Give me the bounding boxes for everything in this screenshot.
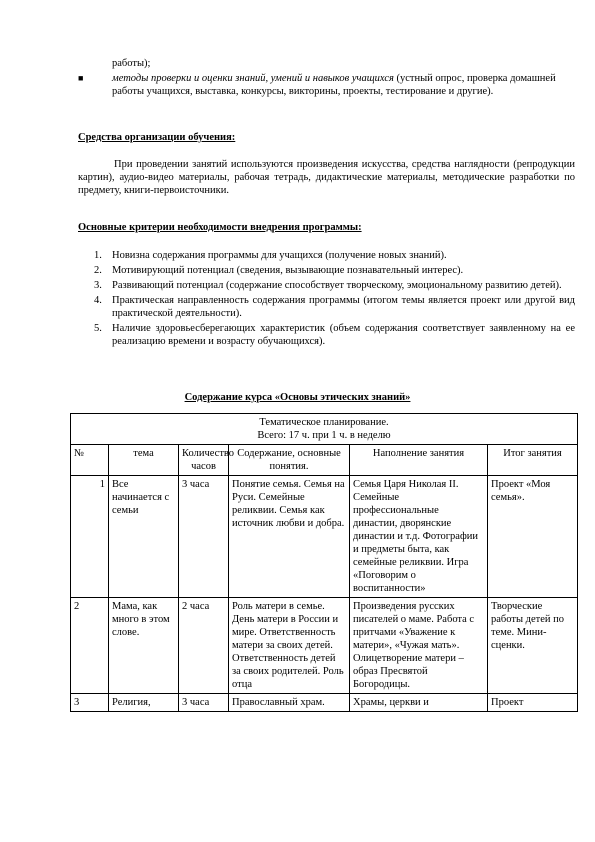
criteria-list	[78, 249, 575, 350]
criteria-number: 3.	[94, 280, 102, 291]
row-result: Творческие работы детей по теме. Мини-сценки.	[488, 598, 578, 694]
table-header-row	[71, 445, 578, 476]
plan-title: Тематическое планирование.	[259, 417, 389, 428]
criteria-text: Мотивирующий потенциал (сведения, вызывающие познавательный интерес).	[112, 265, 464, 276]
plan-subtitle: Всего: 17 ч. при 1 ч. в неделю	[257, 430, 391, 441]
table-title-cell	[71, 414, 578, 445]
header-content: Содержание, основные понятия.	[229, 445, 350, 476]
row-result: Проект	[488, 694, 578, 712]
section-heading-means: Средства организации обучения:	[78, 132, 236, 143]
criteria-number: 5.	[94, 323, 102, 334]
bullet-item	[78, 72, 568, 98]
criteria-number: 2.	[94, 265, 102, 276]
row-result: Проект «Моя семья».	[488, 476, 578, 598]
criteria-text: Наличие здоровьесберегающих характеристик (объем содержания соответствует заявленному на ее реализацию времени и возрасту обучающихся).	[112, 323, 575, 347]
row-topic: Мама, как много в этом слове.	[109, 598, 179, 694]
criteria-item	[78, 322, 575, 348]
row-topic: Все начинается с семьи	[109, 476, 179, 598]
bullet-icon: ■	[78, 73, 84, 83]
criteria-item	[78, 294, 575, 320]
row-filling: Семья Царя Николая II. Семейные профессиональные династии, дворянские династии и т.д. Фотографии и предметы быта, как семейные реликвии. Игра «Поговорим о воспитанности»	[350, 476, 488, 598]
means-paragraph	[78, 158, 575, 197]
course-title: Содержание курса «Основы этических знаний»	[184, 392, 411, 403]
row-hours: 3 часа	[179, 476, 229, 598]
criteria-number: 4.	[94, 295, 102, 306]
table-row	[71, 476, 578, 598]
bullet-text	[112, 72, 568, 98]
row-num: 1	[71, 476, 109, 598]
row-filling: Храмы, церкви и	[350, 694, 488, 712]
header-topic: тема	[109, 445, 179, 476]
criteria-item	[78, 264, 575, 277]
bullet-rest-text: (устный опрос, проверка домашней работы учащихся, выставка, конкурсы, викторины, проекты, тестирование и другие).	[112, 73, 556, 97]
row-content: Понятие семья. Семья на Руси. Семейные реликвии. Семья как источник любви и добра.	[229, 476, 350, 598]
criteria-text: Развивающий потенциал (содержание способствует творческому, эмоциональному развитию детей).	[112, 280, 562, 291]
criteria-item	[78, 249, 575, 262]
header-result: Итог занятия	[488, 445, 578, 476]
bullet-italic-text: методы проверки и оценки знаний, умений и навыков учащихся	[112, 73, 394, 84]
thematic-plan-table	[70, 413, 578, 712]
row-num: 3	[71, 694, 109, 712]
row-num: 2	[71, 598, 109, 694]
section-heading-criteria: Основные критерии необходимости внедрения программы:	[78, 222, 362, 233]
header-filling: Наполнение занятия	[350, 445, 488, 476]
table-row	[71, 598, 578, 694]
intro-tail-text: работы);	[112, 58, 151, 69]
means-paragraph-text: При проведении занятий используются произведения искусства, средства наглядности (репродукции картин), аудио-видео материалы, рабочая тетрадь, дидактические материалы, методические разработки по предмету, книги-первоисточники.	[78, 159, 575, 196]
row-topic: Религия,	[109, 694, 179, 712]
table-row	[71, 694, 578, 712]
row-hours: 3 часа	[179, 694, 229, 712]
row-hours: 2 часа	[179, 598, 229, 694]
criteria-text: Практическая направленность содержания программы (итогом темы является проект или другой вид практической деятельности).	[112, 295, 575, 319]
table-title-row	[71, 414, 578, 445]
row-content: Роль матери в семье. День матери в России и мире. Ответственность матери за своих детей. Ответственность детей за своих родителей. Роль отца	[229, 598, 350, 694]
row-filling: Произведения русских писателей о маме. Работа с притчами «Уважение к матери», «Чужая мать». Олицетворение матери – образ Пресвятой Богородицы.	[350, 598, 488, 694]
header-num: №	[71, 445, 109, 476]
criteria-text: Новизна содержания программы для учащихся (получение новых знаний).	[112, 250, 447, 261]
criteria-item	[78, 279, 575, 292]
row-content: Православный храм.	[229, 694, 350, 712]
criteria-number: 1.	[94, 250, 102, 261]
header-hours: Количество часов	[179, 445, 229, 476]
